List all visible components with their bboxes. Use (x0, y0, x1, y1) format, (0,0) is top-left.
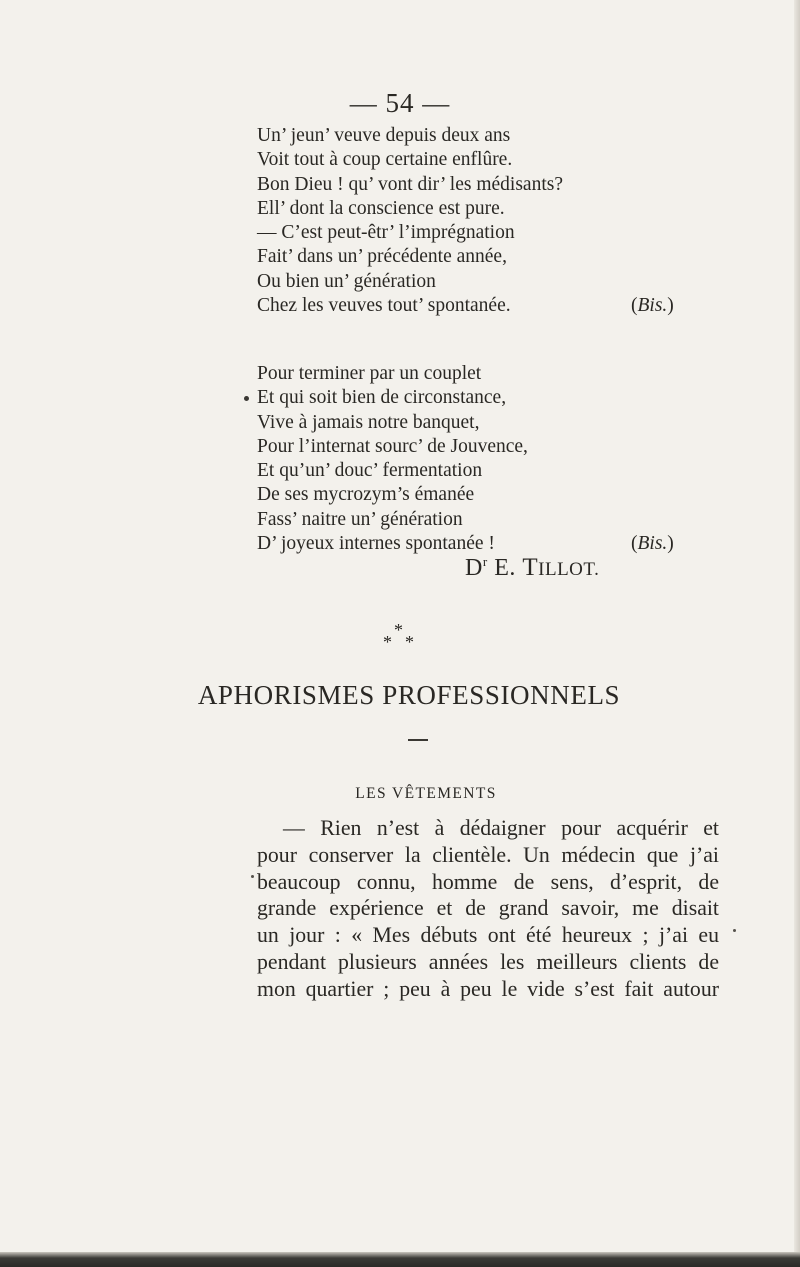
author-signature (465, 554, 599, 582)
verse-text: De ses mycrozym’s émanée (257, 484, 475, 506)
verse-line (257, 221, 717, 245)
asterisk-icon: * (383, 632, 392, 652)
prose-line: pour conserver la clientèle. Un médecin que j’ai (257, 842, 719, 867)
verse-text: Un’ jeun’ veuve depuis deux ans (257, 125, 511, 146)
asterisk-icon: * (405, 632, 414, 652)
prose-line: mon quartier ; peu à peu le vide s’est fait autour (257, 976, 719, 1001)
refrain-text: Bis. (637, 295, 668, 317)
verse-text: Fass’ naitre un’ génération (257, 508, 463, 530)
verse-line (257, 148, 717, 172)
prose-line: grande expérience et de grand savoir, me disait (257, 896, 719, 921)
poem-stanza-2 (257, 362, 717, 556)
refrain-mark: (Bis.) (631, 295, 674, 317)
signature-title-sup: r (482, 554, 488, 569)
verse-line (257, 411, 717, 435)
verse-text: Ou bien un’ génération (257, 270, 436, 292)
verse-text: — C’est peut-êtr’ l’imprégnation (257, 222, 515, 244)
refrain-text: Bis. (637, 533, 668, 555)
verse-line (257, 508, 717, 532)
asterisk-icon: * (394, 620, 403, 640)
heading-rule (408, 739, 428, 741)
prose-paragraph (257, 815, 719, 1003)
page-edge-shadow (794, 0, 800, 1267)
verse-text: Et qui soit bien de circonstance, (257, 387, 507, 409)
poem-stanza-1 (257, 124, 717, 318)
margin-speck (251, 875, 254, 878)
verse-text: Pour l’internat sourc’ de Jouvence, (257, 435, 528, 457)
verse-line (257, 532, 717, 556)
scan-bottom-border (0, 1252, 800, 1267)
verse-text: D’ joyeux internes spontanée ! (257, 533, 495, 555)
refrain-mark: (Bis.) (631, 533, 674, 555)
verse-text: Ell’ dont la conscience est pure. (257, 197, 505, 219)
prose-line: pendant plusieurs années les meilleurs clients de (257, 949, 719, 974)
signature-title: D (465, 555, 483, 581)
signature-surname: ILLOT. (538, 559, 600, 580)
verse-text: Chez les veuves tout’ spontanée. (257, 295, 511, 317)
subheading: LES VÊTEMENTS (355, 785, 497, 802)
margin-speck (733, 929, 736, 932)
prose-line: un jour : « Mes débuts ont été heureux ; j’ai eu (257, 923, 719, 948)
prose-line: — Rien n’est à dédaigner pour acquérir et (283, 816, 719, 840)
verse-line (257, 386, 717, 410)
verse-line (257, 362, 717, 386)
verse-line (257, 245, 717, 269)
verse-text: Fait’ dans un’ précédente année, (257, 246, 507, 268)
verse-text: Voit tout à coup certaine enflûre. (257, 149, 513, 171)
verse-text: Et qu’un’ douc’ fermentation (257, 460, 483, 482)
verse-line (257, 173, 717, 197)
page-number: — 54 — (349, 88, 451, 118)
verse-line (257, 294, 717, 318)
verse-line (257, 459, 717, 483)
verse-line (257, 435, 717, 459)
asterism-ornament (375, 621, 425, 655)
verse-text: Pour terminer par un couplet (257, 363, 482, 384)
verse-line (257, 483, 717, 507)
section-heading: APHORISMES PROFESSIONNELS (197, 680, 621, 710)
verse-line (257, 270, 717, 294)
signature-surname-initial: T (522, 554, 539, 581)
verse-text: Bon Dieu ! qu’ vont dir’ les médisants? (257, 173, 563, 195)
verse-line (257, 124, 717, 148)
verse-text: Vive à jamais notre banquet, (257, 411, 480, 433)
stray-ink-dot (244, 396, 249, 401)
prose-line: beaucoup connu, homme de sens, d’esprit, de (257, 869, 719, 894)
signature-initial: E. (494, 555, 516, 581)
verse-line (257, 197, 717, 221)
